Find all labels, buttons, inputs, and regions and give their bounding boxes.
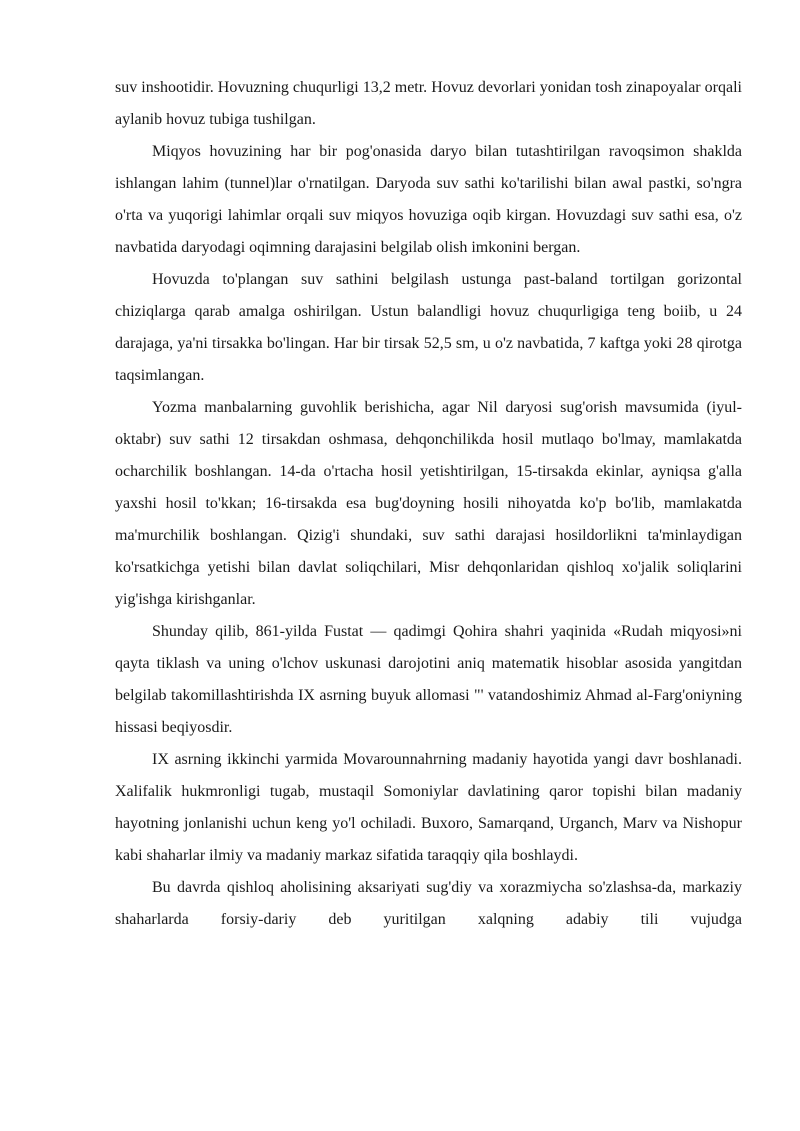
- paragraph-5: Shunday qilib, 861-yilda Fustat — qadimgi Qohira shahri yaqinida «Rudah miqyosi»ni qayta tiklash va uning o'lchov uskunasi darojotini aniq matematik hisoblar asosida yangitdan belgilab takomillashtirishda IX asrning buyuk allomasi "' vatandoshimiz Ahmad al-Farg'oniyning hissasi beqiyosdir.: [115, 623, 742, 736]
- document-page: [115, 72, 742, 936]
- paragraph-2: Miqyos hovuzining har bir pog'onasida daryo bilan tutashtirilgan ravoqsimon shaklda ishlangan lahim (tunnel)lar o'rnatilgan. Daryoda suv sathi ko'tarilishi bilan awal pastki, so'ngra o'rta va yuqorigi lahimlar orqali suv miqyos hovuziga oqib kirgan. Hovuzdagi suv sathi esa, o'z navbatida daryodagi oqimning darajasini belgilab olish imkonini bergan.: [115, 143, 742, 256]
- paragraph-6: IX asrning ikkinchi yarmida Movarounnahrning madaniy hayotida yangi davr boshlanadi. Xalifalik hukmronligi tugab, mustaqil Somoniylar davlatining qaror topishi bilan madaniy hayotning jonlanishi uchun keng yo'l ochiladi. Buxoro, Samarqand, Urganch, Marv va Nishopur kabi shaharlar ilmiy va madaniy markaz sifatida taraqqiy qila boshlaydi.: [115, 751, 742, 864]
- paragraph-4: Yozma manbalarning guvohlik berishicha, agar Nil daryosi sug'orish mavsumida (iyul-oktabr) suv sathi 12 tirsakdan oshmasa, dehqonchilikda hosil mutlaqo bo'lmay, mamlakatda ocharchilik boshlangan. 14-da o'rtacha hosil yetishtirilgan, 15-tirsakda ekinlar, ayniqsa g'alla yaxshi hosil to'kkan; 16-tirsakda esa bug'doyning hosili nihoyatda ko'p bo'lib, mamlakatda ma'murchilik boshlangan. Qizig'i shundaki, suv sathi darajasi hosildorlikni ta'minlaydigan ko'rsatkichga yetishi bilan davlat soliqchilari, Misr dehqonlaridan qishloq xo'jalik soliqlarini yig'ishga kirishganlar.: [115, 399, 742, 608]
- paragraph-7: Bu davrda qishloq aholisining aksariyati sug'diy va xorazmiycha so'zlashsa-da, markaziy shaharlarda forsiy-dariy deb yuritilgan xalqning adabiy tili vujudga: [115, 879, 742, 928]
- paragraph-3: Hovuzda to'plangan suv sathini belgilash ustunga past-baland tortilgan gorizontal chiziqlarga qarab amalga oshirilgan. Ustun balandligi hovuz chuqurligiga teng boiib, u 24 darajaga, ya'ni tirsakka bo'lingan. Har bir tirsak 52,5 sm, u o'z navbatida, 7 kaftga yoki 28 qirotga taqsimlangan.: [115, 271, 742, 384]
- paragraph-1: suv inshootidir. Hovuzning chuqurligi 13,2 metr. Hovuz devorlari yonidan tosh zinapoyalar orqali aylanib hovuz tubiga tushilgan.: [115, 79, 742, 128]
